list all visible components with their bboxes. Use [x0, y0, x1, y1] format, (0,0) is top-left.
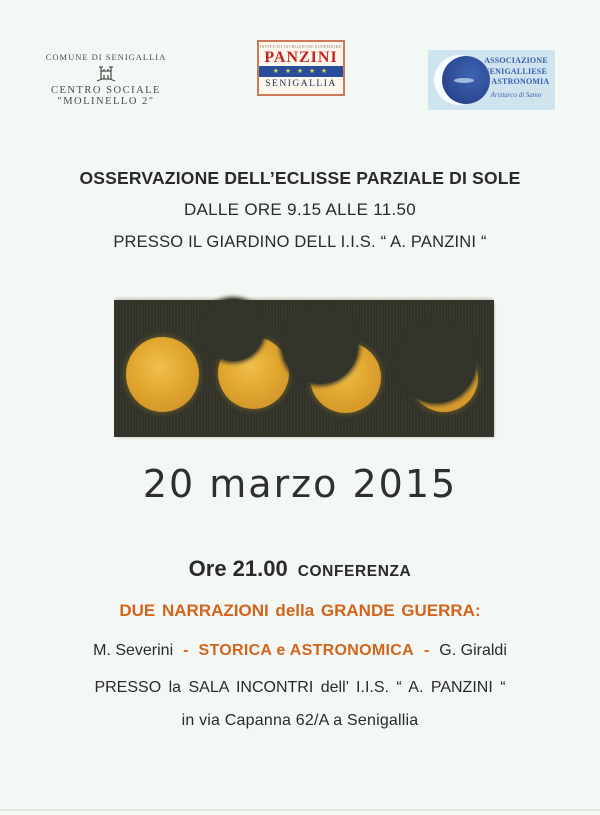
conference-theme: DUE NARRAZIONI della GRANDE GUERRA: [119, 601, 481, 620]
speaker-right: G. Giraldi [439, 642, 507, 659]
sun-phase-full [126, 337, 199, 412]
conference-time-line [0, 556, 600, 582]
sun-phase-small-bite [218, 337, 289, 409]
astronomy-association-logo [428, 50, 555, 110]
moon-shadow [202, 299, 264, 361]
astro-line1: ASSOCIAZIONE [484, 56, 548, 65]
molinello-label: "MOLINELLO 2" [57, 96, 155, 107]
speakers-line [0, 642, 600, 660]
conference-label: CONFERENZA [297, 563, 412, 580]
conference-address: in via Capanna 62/A a Senigallia [181, 712, 419, 729]
conference-time: Ore 21.00 [188, 556, 288, 581]
dash-separator: - [423, 642, 430, 659]
comune-line: COMUNE DI SENIGALLIA [45, 52, 167, 62]
moon-shadow [282, 308, 358, 384]
astro-line2: SENIGALLIESE [485, 66, 547, 76]
speaker-left: M. Severini [93, 642, 174, 659]
event-time-range: DALLE ORE 9.15 ALLE 11.50 [183, 200, 417, 219]
moon-shadow [396, 323, 476, 403]
sun-phase-deep-bite [310, 342, 381, 413]
event-title: OSSERVAZIONE DELL’ECLISSE PARZIALE DI SOLE [79, 168, 521, 188]
panzini-institute-label: ISTITUTO ISTRUZIONE SUPERIORE [259, 44, 343, 49]
castle-emblem-icon [95, 64, 117, 84]
sun-phase-thin-crescent [410, 344, 478, 412]
astro-line3: di ASTRONOMIA [482, 77, 550, 86]
eclipse-phases-photo [114, 300, 494, 437]
panzini-stars-band: ★ ★ ★ ★ ★ [259, 66, 343, 77]
panzini-city-label: SENIGALLIA [265, 79, 337, 89]
event-date: 20 marzo 2015 [142, 462, 458, 506]
panzini-school-logo [257, 40, 345, 96]
logo-detail-mark [454, 78, 474, 83]
conference-venue: PRESSO la SALA INCONTRI dell’ I.I.S. “ A. PANZINI “ [94, 679, 506, 696]
panzini-name: PANZINI [264, 49, 338, 66]
dash-separator: - [183, 642, 189, 659]
comune-senigallia-logo [36, 52, 176, 107]
event-location: PRESSO IL GIARDINO DELL I.I.S. “ A. PANZINI “ [113, 233, 487, 251]
centro-sociale-label: CENTRO SOCIALE [51, 85, 161, 96]
astro-subtitle: Aristarco di Samo [490, 90, 542, 99]
conference-topic: STORICA e ASTRONOMICA [198, 642, 414, 659]
